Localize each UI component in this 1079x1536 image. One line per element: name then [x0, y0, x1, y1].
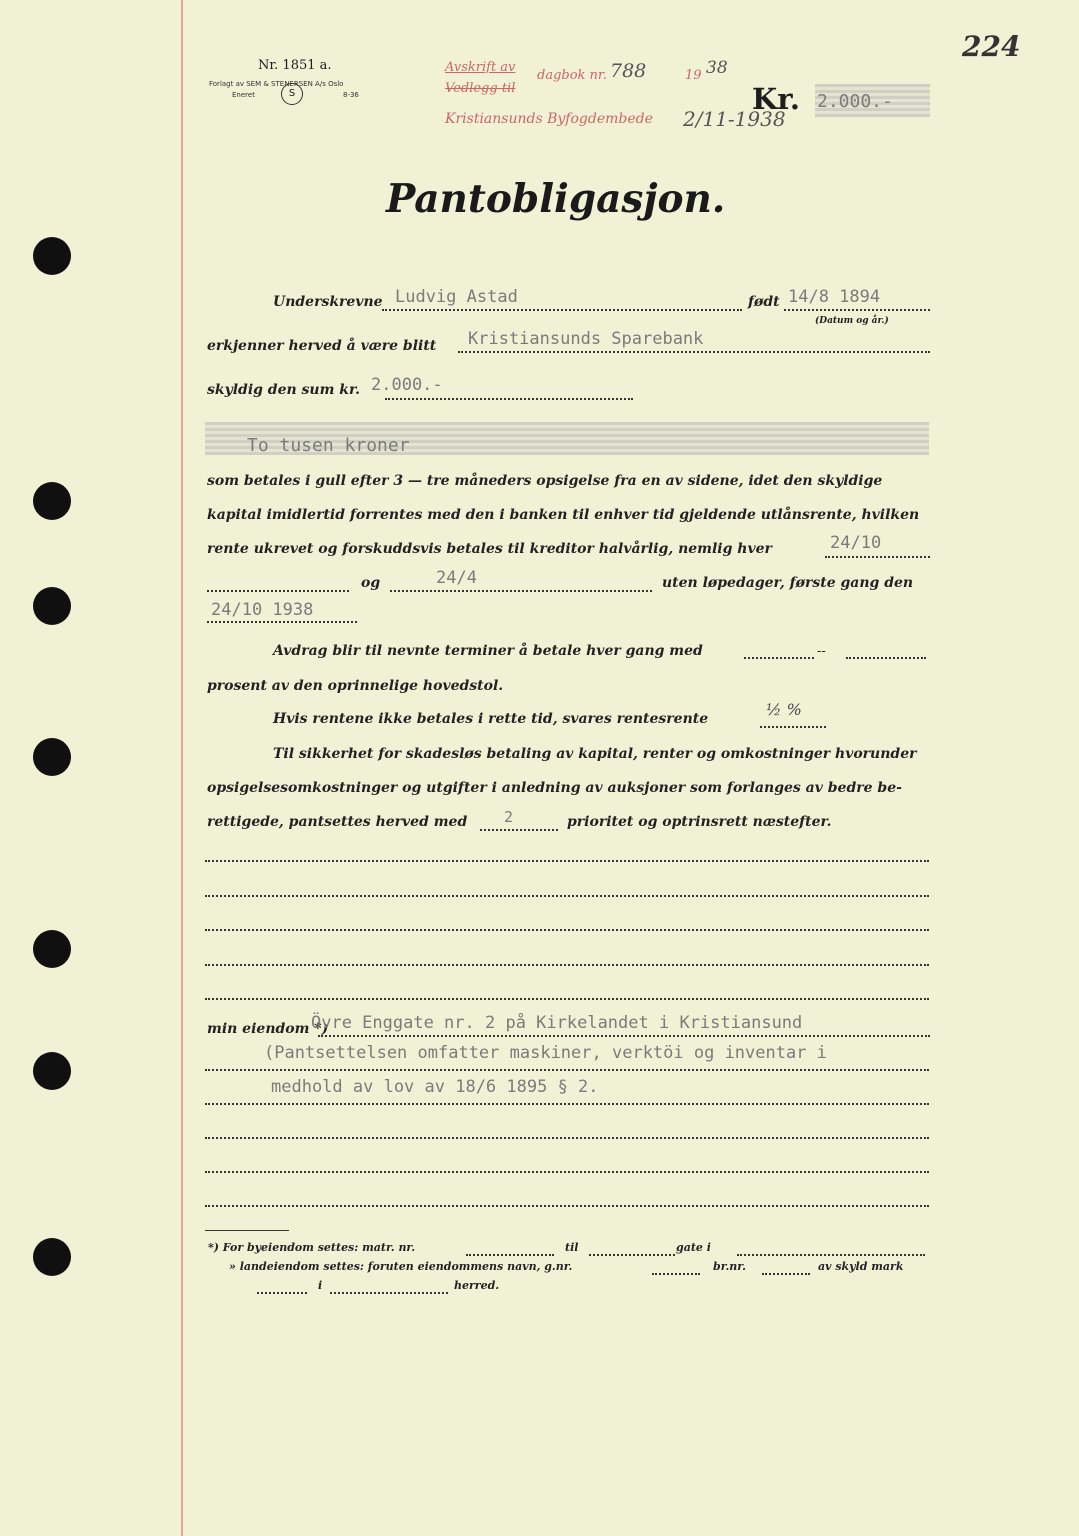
undersigned-value: Ludvig Astad: [395, 287, 518, 307]
body-line: rente ukrevet og forskuddsvis betales til kreditor halvårlig, nemlig hver: [207, 541, 772, 557]
sum-label: skyldig den sum kr.: [207, 382, 360, 398]
priority-value: 2: [504, 808, 514, 826]
dotted-line: [205, 1103, 929, 1105]
dotted-line: [382, 309, 742, 311]
punch-hole: [33, 482, 71, 520]
term-2: 24/4: [436, 568, 477, 588]
avdrag-dash: --: [817, 644, 826, 659]
body-line: Hvis rentene ikke betales i rette tid, svares rentesrente: [273, 711, 709, 727]
margin-line: [181, 0, 183, 1536]
publisher-line: Forlagt av SEM & STENERSEN A/s Oslo: [209, 80, 344, 88]
property-line-1: Övre Enggate nr. 2 på Kirkelandet i Kristiansund: [311, 1013, 803, 1033]
dotted-line: [784, 309, 930, 311]
punch-hole: [33, 587, 71, 625]
og-label: og: [361, 575, 381, 591]
born-value: 14/8 1894: [788, 287, 881, 307]
dotted-line: [385, 398, 633, 400]
stamp-office: Kristiansunds Byfogdembede: [445, 111, 653, 127]
dotted-line: [257, 1292, 307, 1294]
publisher-date: 8-36: [343, 91, 359, 99]
body-line: prioritet og optrinsrett næstefter.: [567, 814, 832, 830]
footnote-line-2c: av skyld mark: [818, 1260, 904, 1273]
publisher-eneret: Eneret: [232, 91, 255, 99]
page-number: 224: [962, 30, 1021, 63]
publisher-logo: S: [281, 83, 303, 105]
body-line: opsigelsesomkostninger og utgifter i anledning av auksjoner som forlanges av bedre be-: [207, 780, 902, 796]
dotted-line: [760, 726, 826, 728]
dotted-line: [762, 1273, 810, 1275]
stamp-avskrift: Avskrift av: [445, 60, 516, 75]
dotted-line: [390, 590, 652, 592]
dotted-line: [480, 829, 558, 831]
dotted-line: [330, 1292, 448, 1294]
born-label: født: [748, 294, 780, 310]
sum-words: To tusen kroner: [247, 435, 410, 456]
dotted-line: [207, 621, 357, 623]
dotted-line: [737, 1254, 925, 1256]
amount-label: Kr.: [752, 82, 800, 116]
footnote-line-1c: gate i: [676, 1241, 711, 1254]
dotted-line: [744, 657, 814, 659]
dotted-line: [205, 860, 929, 862]
body-line: uten løpedager, første gang den: [662, 575, 914, 591]
dotted-line: [825, 556, 930, 558]
footnote-line-3a: i: [318, 1279, 323, 1292]
dotted-line: [205, 1171, 929, 1173]
footnote-line-1b: til: [565, 1241, 579, 1254]
dotted-line: [205, 1069, 929, 1071]
form-number: Nr. 1851 a.: [258, 58, 332, 73]
registered-date: 2/11-1938: [683, 107, 786, 131]
body-line: rettigede, pantsettes herved med: [207, 814, 468, 830]
creditor-label: erkjenner herved å være blitt: [207, 338, 437, 354]
dotted-line: [207, 590, 349, 592]
stamp-dagbok-label: dagbok nr.: [537, 68, 607, 83]
punch-hole: [33, 930, 71, 968]
dotted-line: [846, 657, 926, 659]
year-hand: 38: [706, 58, 728, 78]
punch-hole: [33, 1238, 71, 1276]
document-title: Pantobligasjon.: [386, 176, 726, 222]
body-line: Til sikkerhet for skadesløs betaling av kapital, renter og omkostninger hvorunder: [273, 746, 917, 762]
punch-hole: [33, 237, 71, 275]
date-hint: (Datum og år.): [815, 316, 889, 326]
undersigned-label: Underskrevne: [273, 294, 383, 310]
amount-value: 2.000.-: [817, 91, 893, 112]
dotted-line: [205, 1137, 929, 1139]
dotted-line: [205, 929, 929, 931]
footnote-line-2a: » landeiendom settes: foruten eiendommens navn, g.nr.: [229, 1260, 573, 1273]
stamp-vedlegg: Vedlegg til: [445, 81, 516, 96]
property-label: min eiendom *): [207, 1021, 329, 1037]
body-line: som betales i gull efter 3 — tre måneders opsigelse fra en av sidene, idet den skyldige: [207, 473, 883, 489]
punch-hole: [33, 1052, 71, 1090]
dotted-line: [205, 895, 929, 897]
dotted-line: [318, 1035, 930, 1037]
body-line: kapital imidlertid forrentes med den i banken til enhver tid gjeldende utlånsrente, hvilken: [207, 507, 920, 523]
property-line-2: (Pantsettelsen omfatter maskiner, verktöi og inventar i: [264, 1043, 827, 1063]
term-1: 24/10: [830, 533, 882, 553]
footnote-line-1a: *) For byeiendom settes: matr. nr.: [208, 1241, 416, 1254]
dotted-line: [458, 351, 930, 353]
first-date: 24/10 1938: [211, 600, 314, 620]
footnote-line-3b: herred.: [454, 1279, 500, 1292]
dotted-line: [205, 1205, 929, 1207]
body-line: Avdrag blir til nevnte terminer å betale hver gang med: [273, 643, 703, 659]
dagbok-number: 788: [610, 60, 647, 82]
footnote-line-2b: br.nr.: [713, 1260, 746, 1273]
footnote-rule: [205, 1230, 289, 1231]
property-line-3: medhold av lov av 18/6 1895 § 2.: [271, 1077, 599, 1097]
sum-value: 2.000.-: [371, 375, 443, 395]
dotted-line: [205, 964, 929, 966]
body-line: prosent av den oprinnelige hovedstol.: [207, 678, 504, 694]
dotted-line: [589, 1254, 675, 1256]
creditor-value: Kristiansunds Sparebank: [468, 329, 704, 349]
punch-hole: [33, 738, 71, 776]
dotted-line: [652, 1273, 700, 1275]
stamp-year-prefix: 19: [685, 68, 702, 83]
dotted-line: [466, 1254, 554, 1256]
rente-value: ½ %: [766, 700, 802, 719]
dotted-line: [205, 998, 929, 1000]
